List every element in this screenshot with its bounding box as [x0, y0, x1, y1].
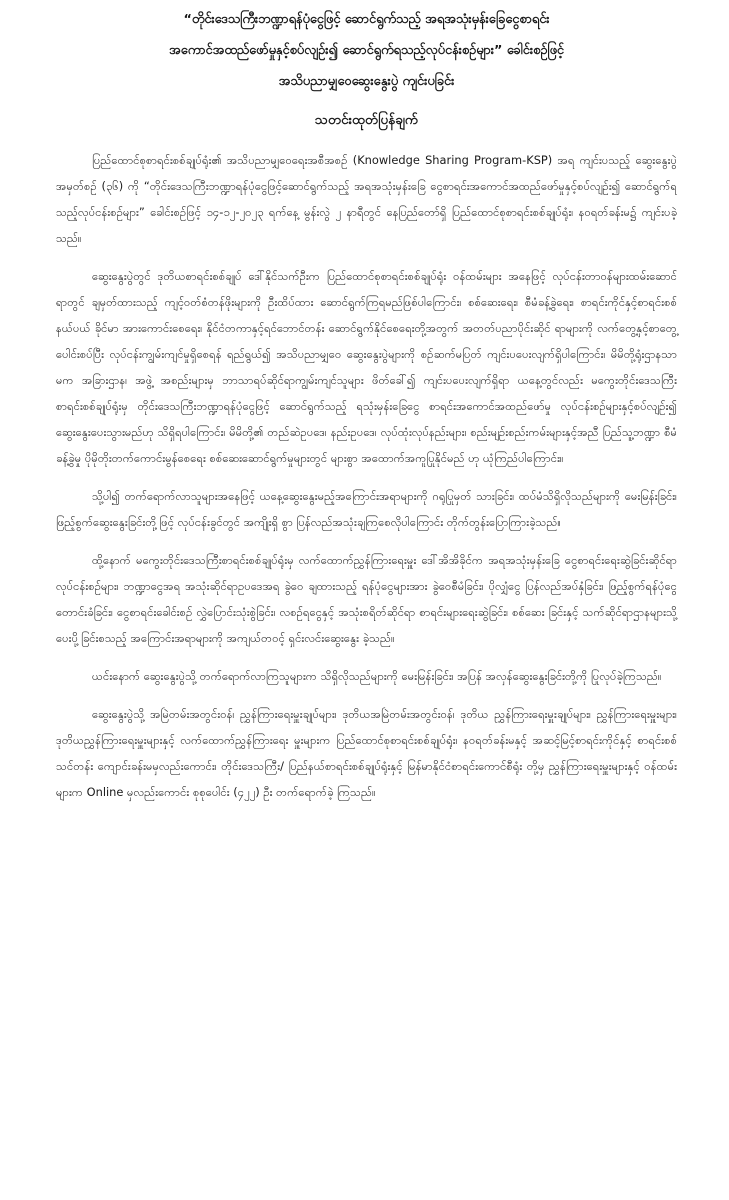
document-body	[56, 147, 677, 805]
title-line-2: အကောင်အထည်ဖော်မှုနှင့်စပ်လျဉ်း၍ ဆောင်ရွက်ရသည့်လုပ်ငန်းစဉ်များ” ခေါင်းစဉ်ဖြင့်	[169, 43, 564, 58]
title-line-1: “တိုင်းဒေသကြီးဘဏ္ဍာရန်ပုံငွေဖြင့် ဆောင်ရွက်သည့် အရအသုံးမှန်းခြေငွေစာရင်း	[183, 12, 550, 27]
paragraph-5: ယင်းနောက် ဆွေးနွေးပွဲသို့ တက်ရောက်လာကြသူများက သိရှိလိုသည်များကို မေးမြန်းခြင်း၊ အပြန် အလှန်ဆွေးနွေးခြင်းတို့ကို ပြုလုပ်ခဲ့ကြသည်။	[92, 669, 662, 683]
press-release-heading: သတင်းထုတ်ပြန်ချက်	[314, 112, 419, 128]
paragraph-1: ပြည်ထောင်စုစာရင်းစစ်ချုပ်ရုံး၏ အသိပညာမျှဝေရေးအစီအစဉ် (Knowledge Sharing Program-KSP) အရ ကျင်းပသည့် ဆွေးနွေးပွဲအမှတ်စဉ် (၃၆) ကို “တိုင်းဒေသကြီးဘဏ္ဍာရန်ပုံငွေဖြင့်ဆောင်ရွက်သည့် အရအသုံးမှန်းခြေ ငွေစာရင်းအကောင်အထည်ဖော်မှုနှင့်စပ်လျဉ်း၍ ဆောင်ရွက်ရသည့်လုပ်ငန်းစဉ်များ” ခေါင်းစဉ်ဖြင့် ၁၄-၁၂-၂၀၂၃ ရက်နေ့ မွန်းလွဲ ၂ နာရီတွင် နေပြည်တော်ရှိ ပြည်ထောင်စုစာရင်းစစ်ချုပ်ရုံး၊ နဝရတ်ခန်းမ၌ ကျင်းပခဲ့သည်။	[56, 153, 677, 245]
paragraph-4: ထို့နောက် မကွေးတိုင်းဒေသကြီးစာရင်းစစ်ချုပ်ရုံးမှ လက်ထောက်ညွှန်ကြားရေးမှူး ဒေါ်အိအိခိုင်က အရအသုံးမှန်းခြေ ငွေစာရင်းရေးဆွဲခြင်းဆိုင်ရာလုပ်ငန်းစဉ်များ၊ ဘဏ္ဍာငွေအရ အသုံးဆိုင်ရာဥပဒေအရ ခွဲဝေ ချထားသည့် ရန်ပုံငွေများအား ခွဲဝေစီမံခြင်း၊ ပိုလျှံငွေ ပြန်လည်အပ်နှံခြင်း၊ ဖြည့်စွက်ရန်ပုံငွေတောင်းခံခြင်း၊ ငွေစာရင်းခေါင်းစဉ် လွှဲပြောင်းသုံးစွဲခြင်း၊ လစဉ်ရငွေနှင့် အသုံးစရိတ်ဆိုင်ရာ စာရင်းများရေးဆွဲခြင်း၊ စစ်ဆေး ခြင်းနှင့် သက်ဆိုင်ရာဌာနများသို့ ပေးပို့ခြင်းစသည့် အကြောင်းအရာများကို အကျယ်တဝင့် ရှင်းလင်းဆွေးနွေး ခဲ့သည်။	[56, 553, 677, 645]
paragraph-2: ဆွေးနွေးပွဲတွင် ဒုတိယစာရင်းစစ်ချုပ် ဒေါ်နိုင်သက်ဦးက ပြည်ထောင်စုစာရင်းစစ်ချုပ်ရုံး ဝန်ထမ်းများ အနေဖြင့် လုပ်ငန်းတာဝန်များထမ်းဆောင်ရာတွင် ချမှတ်ထားသည့် ကျင့်ဝတ်စံတန်ဖိုးများကို ဦးထိပ်ထား ဆောင်ရွက်ကြရမည်ဖြစ်ပါကြောင်း၊ စစ်ဆေးရေး၊ စီမံခန့်ခွဲရေး၊ စာရင်းကိုင်နှင့်စာရင်းစစ်နယ်ပယ် ခိုင်မာ အားကောင်းစေရေး၊ နိုင်ငံတကာနှင့်ရင်ဘောင်တန်း ဆောင်ရွက်နိုင်စေရေးတို့အတွက် အတတ်ပညာပိုင်းဆိုင် ရာများကို လက်တွေ့နှင့်စာတွေ့ပေါင်းစပ်ပြီး လုပ်ငန်းကျွမ်းကျင်မှုရှိစေရန် ရည်ရွယ်၍ အသိပညာမျှဝေ ဆွေးနွေးပွဲများကို စဉ်ဆက်မပြတ် ကျင်းပပေးလျက်ရှိပါကြောင်း၊ မိမိတို့ရုံးဌာနသာမက အခြားဌာန၊ အဖွဲ့ အစည်းများမှ ဘာသာရပ်ဆိုင်ရာကျွမ်းကျင်သူများ ဖိတ်ခေါ်၍ ကျင်းပပေးလျက်ရှိရာ ယနေ့တွင်လည်း မကွေးတိုင်းဒေသကြီးစာရင်းစစ်ချုပ်ရုံးမှ တိုင်းဒေသကြီးဘဏ္ဍာရန်ပုံငွေဖြင့် ဆောင်ရွက်သည့် ရသုံးမှန်းခြေငွေ စာရင်းအကောင်အထည်ဖော်မှု လုပ်ငန်းစဉ်များနှင့်စပ်လျဉ်း၍ ဆွေးနွေးပေးသွားမည်ဟု သိရှိရပါကြောင်း၊ မိမိတို့၏ တည်ဆဲဥပဒေ၊ နည်းဥပဒေ၊ လုပ်ထုံးလုပ်နည်းများ၊ စည်းမျဉ်းစည်းကမ်းများနှင့်အညီ ပြည်သူ့ဘဏ္ဍာ စီမံခန့်ခွဲမှု ပိုမိုတိုးတက်ကောင်းမွန်စေရေး စစ်ဆေးဆောင်ရွက်မှုများတွင် များစွာ အထောက်အကူပြုနိုင်မည် ဟု ယုံကြည်ပါကြောင်း။	[56, 269, 677, 465]
document-title	[56, 4, 677, 97]
title-line-3: အသိပညာမျှဝေဆွေးနွေးပွဲ ကျင်းပခြင်း	[278, 74, 455, 89]
paragraph-3: သို့ပါ၍ တက်ရောက်လာသူများအနေဖြင့် ယနေ့ဆွေးနွေးမည့်အကြောင်းအရာများကို ဂရုပြုမှတ် သားခြင်း၊ ထပ်မံသိရှိလိုသည်များကို မေးမြန်းခြင်း၊ ဖြည့်စွက်ဆွေးနွေးခြင်းတို့ဖြင့် လုပ်ငန်းခွင်တွင် အကျိုးရှိ စွာ ပြန်လည်အသုံးချကြစေလိုပါကြောင်း တိုက်တွန်းပြောကြားခဲ့သည်။	[56, 489, 677, 529]
paragraph-6: ဆွေးနွေးပွဲသို့ အမြဲတမ်းအတွင်းဝန်၊ ညွှန်ကြားရေးမှူးချုပ်များ၊ ဒုတိယအမြဲတမ်းအတွင်းဝန်၊ ဒုတိယ ညွှန်ကြားရေးမှူးချုပ်များ၊ ညွှန်ကြားရေးမှူးများ၊ ဒုတိယညွှန်ကြားရေးမှူးများနှင့် လက်ထောက်ညွှန်ကြားရေး မှူးများက ပြည်ထောင်စုစာရင်းစစ်ချုပ်ရုံး၊ နဝရတ်ခန်းမနှင့် အဆင့်မြင့်စာရင်းကိုင်နှင့် စာရင်းစစ်သင်တန်း ကျောင်းခန်းမမှလည်းကောင်း၊ တိုင်းဒေသကြီး/ ပြည်နယ်စာရင်းစစ်ချုပ်ရုံးနှင့် မြန်မာနိုင်ငံစာရင်းကောင်စီရုံး တို့မှ ညွှန်ကြားရေးမှူးများနှင့် ဝန်ထမ်းများက Online မှလည်းကောင်း စုစုပေါင်း (၄၂၂) ဦး တက်ရောက်ခဲ့ ကြသည်။	[56, 707, 677, 799]
